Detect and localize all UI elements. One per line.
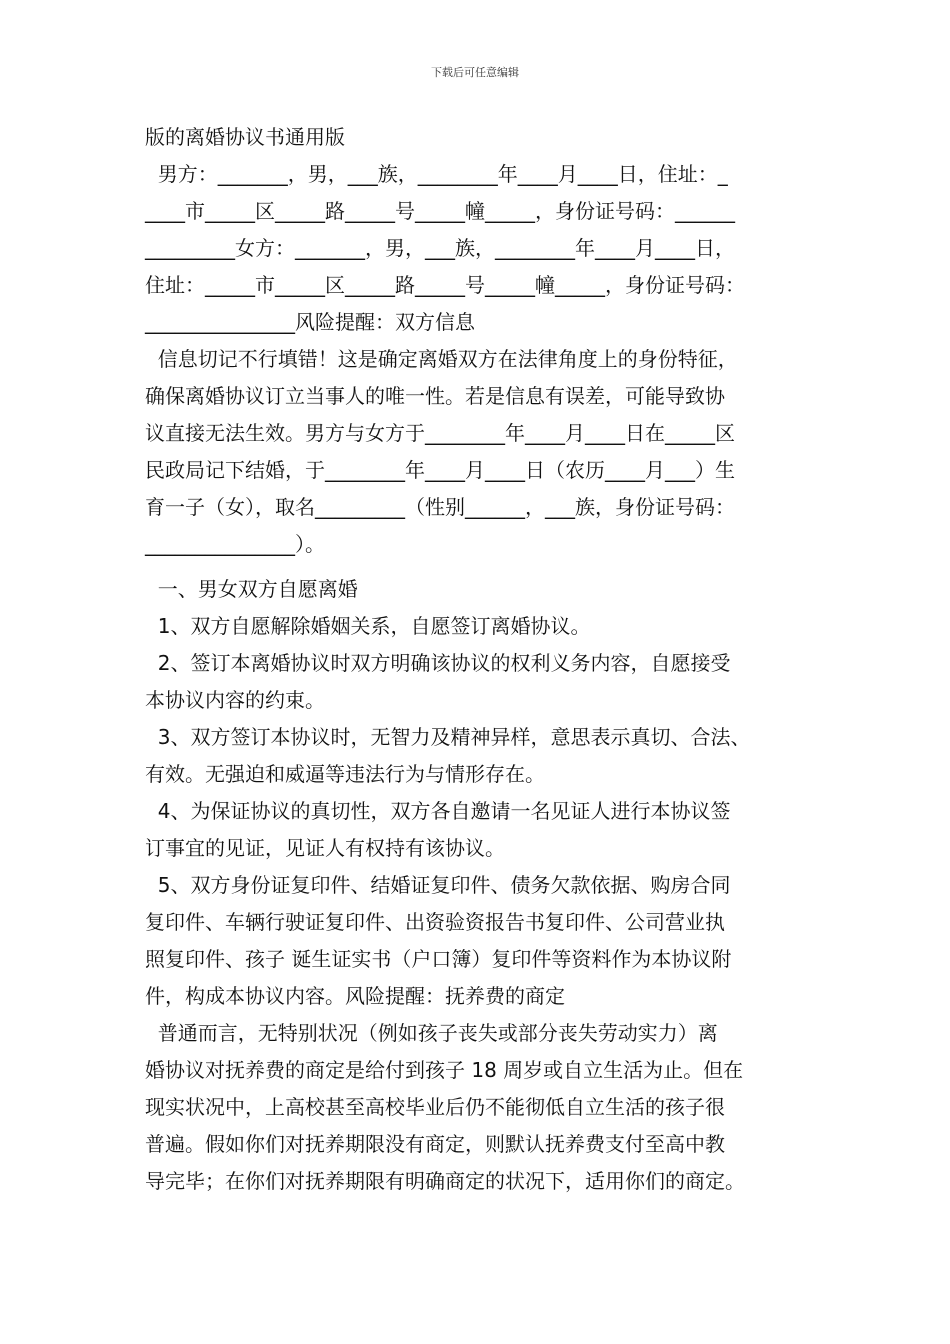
- text-line: 1、双方自愿解除婚姻关系，自愿签订离婚协议。: [145, 614, 591, 638]
- document-title: 版的离婚协议书通用版: [145, 125, 345, 149]
- section-heading: 一、男女双方自愿离婚: [145, 577, 358, 601]
- text-line: 5、双方身份证复印件、结婚证复印件、债务欠款依据、购房合同: [145, 873, 731, 897]
- text-line: 4、为保证协议的真切性，双方各自邀请一名见证人进行本协议签: [145, 799, 731, 823]
- text-line: 议直接无法生效。男方与女方于________年____月____日在_____区: [145, 421, 735, 445]
- text-line: 信息切记不行填错！这是确定离婚双方在法律角度上的身份特征，: [145, 347, 738, 371]
- text-line: 导完毕；在你们对抚养期限有明确商定的状况下，适用你们的商定。: [145, 1169, 745, 1193]
- text-line: 婚协议对抚养费的商定是给付到孩子 18 周岁或自立生活为止。但在: [145, 1058, 744, 1082]
- text-line: 住址：_____市_____区_____路_____号_____幢_____，身份证号码：: [145, 273, 745, 297]
- text-line: 复印件、车辆行驶证复印件、出资验资报告书复印件、公司营业执: [145, 910, 725, 934]
- text-line: 2、签订本离婚协议时双方明确该协议的权利义务内容，自愿接受: [145, 651, 731, 675]
- text-line: 男方：_______，男，___族，________年____月____日，住址：_: [145, 162, 728, 186]
- text-line: 3、双方签订本协议时，无智力及精神异样，意思表示真切、合法、: [145, 725, 751, 749]
- text-line: 订事宜的见证，见证人有权持有该协议。: [145, 836, 505, 860]
- text-line: 普遍。假如你们对抚养期限没有商定，则默认抚养费支付至高中教: [145, 1132, 725, 1156]
- text-line: 件，构成本协议内容。风险提醒：抚养费的商定: [145, 984, 565, 1008]
- text-line: _______________）。: [145, 532, 325, 556]
- text-line: 有效。无强迫和威逼等违法行为与情形存在。: [145, 762, 545, 786]
- page-header: 下载后可任意编辑: [431, 66, 519, 79]
- text-line: ____市_____区_____路_____号_____幢_____，身份证号码：______: [145, 199, 735, 223]
- text-line: 普通而言，无特别状况（例如孩子丧失或部分丧失劳动实力）离: [145, 1021, 718, 1045]
- text-line: 现实状况中，上高校甚至高校毕业后仍不能彻低自立生活的孩子很: [145, 1095, 725, 1119]
- document-body: [145, 119, 830, 1200]
- text-line: 本协议内容的约束。: [145, 688, 325, 712]
- text-line: _______________风险提醒：双方信息: [145, 310, 475, 334]
- text-line: 育一子（女），取名_________（性别______，___族，身份证号码：: [145, 495, 735, 519]
- text-line: 照复印件、孩子 诞生证实书（户口簿）复印件等资料作为本协议附: [145, 947, 732, 971]
- text-line: 确保离婚协议订立当事人的唯一性。若是信息有误差，可能导致协: [145, 384, 725, 408]
- text-line: 民政局记下结婚，于________年____月____日（农历____月___）生: [145, 458, 735, 482]
- text-line: _________女方：_______，男，___族，________年____月____日，: [145, 236, 735, 260]
